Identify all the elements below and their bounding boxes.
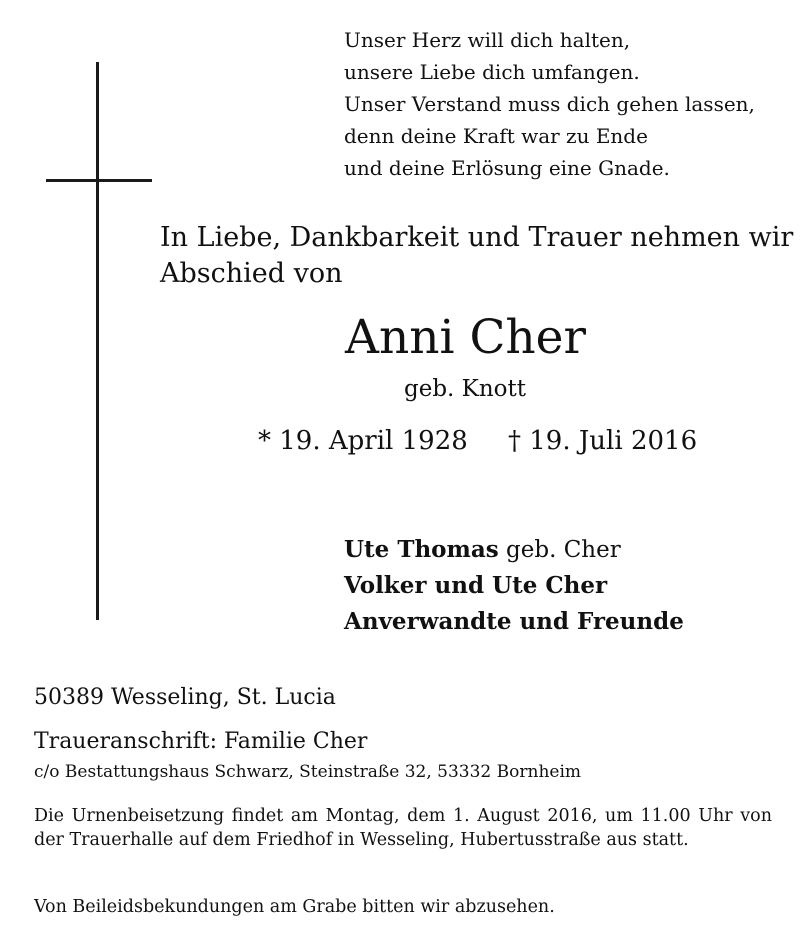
poem-line: Unser Herz will dich halten,: [344, 28, 631, 52]
mourner-name: Anverwandte und Freunde: [344, 608, 684, 635]
birth-date: * 19. April 1928: [258, 426, 468, 456]
maiden-name: geb. Knott: [404, 376, 527, 402]
closing-note: Von Beileidsbekundungen am Grabe bitten wir abzusehen.: [34, 897, 555, 917]
cross-vertical-bar: [96, 62, 99, 620]
poem: [344, 24, 755, 184]
mourner-line: [344, 604, 684, 640]
mourners-list: [344, 532, 684, 640]
mourner-suffix: geb. Cher: [498, 537, 621, 563]
address-line: c/o Bestattungshaus Schwarz, Steinstraße 32, 53332 Bornheim: [34, 762, 582, 782]
mourner-name: Volker und Ute Cher: [344, 572, 608, 599]
mourner-name: Ute Thomas: [344, 536, 499, 563]
intro-line: Abschied von: [160, 258, 343, 289]
deceased-name: Anni Cher: [345, 310, 586, 365]
place-line: 50389 Wesseling, St. Lucia: [34, 685, 336, 710]
intro-line: In Liebe, Dankbarkeit und Trauer nehmen wir: [160, 222, 794, 253]
poem-line: unsere Liebe dich umfangen.: [344, 60, 640, 84]
mourner-line: [344, 532, 684, 568]
poem-line: denn deine Kraft war zu Ende: [344, 124, 648, 148]
poem-line: und deine Erlösung eine Gnade.: [344, 156, 670, 180]
mourner-line: [344, 568, 684, 604]
address-title: Traueranschrift: Familie Cher: [34, 729, 368, 754]
burial-notice: Die Urnenbeisetzung findet am Montag, dem 1. August 2016, um 11.00 Uhr von der Trauerhalle auf dem Friedhof in Wesseling, Hubertusstraße aus statt.: [34, 806, 772, 850]
death-date: † 19. Juli 2016: [508, 426, 698, 456]
poem-line: Unser Verstand muss dich gehen lassen,: [344, 92, 755, 116]
cross-horizontal-bar: [46, 179, 152, 182]
intro-text: [160, 220, 793, 292]
